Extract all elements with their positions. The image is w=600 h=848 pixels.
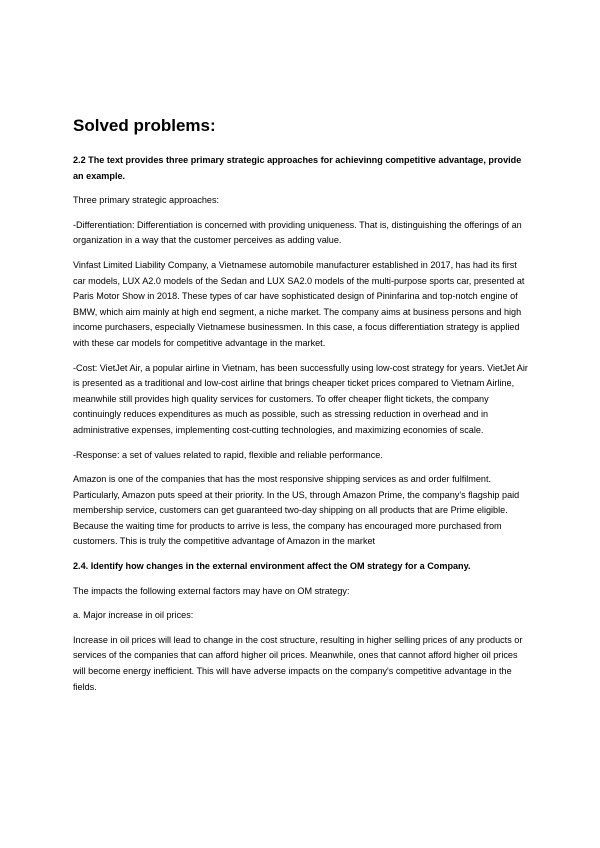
paragraph-response: -Response: a set of values related to rapid, flexible and reliable performance. bbox=[73, 449, 383, 460]
paragraph-intro-approaches: Three primary strategic approaches: bbox=[73, 195, 220, 206]
paragraph-external-impacts: The impacts the following external factors may have on OM strategy: bbox=[73, 585, 350, 596]
document-page bbox=[73, 114, 531, 704]
page-title: Solved problems: bbox=[73, 116, 216, 135]
question-2-4: 2.4. Identify how changes in the external environment affect the OM strategy for a Company. bbox=[73, 561, 471, 572]
question-2-2: 2.2 The text provides three primary strategic approaches for achievinng competitive advantage, provide an example. bbox=[73, 155, 522, 181]
paragraph-vinfast-example: Vinfast Limited Liability Company, a Vietnamese automobile manufacturer established in 2017, has had its first car models, LUX A2.0 models of the Sedan and LUX SA2.0 models of the multi-purpose sports car, presented at Paris Motor Show in 2018. These types of car have sophisticated design of Pininfarina and top-notch engine of BMW, which aim mainly at high end segment, a niche market. The company aims at business persons and high income purchasers, especially Vietnamese businessmen. In this case, a focus differentiation strategy is applied with these car models for competitive advantage in the market. bbox=[73, 259, 525, 348]
paragraph-amazon-example: Amazon is one of the companies that has the most responsive shipping services as and order fulfilment. Particularly, Amazon puts speed at their priority. In the US, through Amazon Prime, the company's flagship paid membership service, customers can get guaranteed two-day shipping on all products that are Prime eligible. Because the waiting time for products to arrive is less, the company has encouraged more purchased from customers. This is truly the competitive advantage of Amazon in the market bbox=[73, 474, 520, 547]
paragraph-oil-prices: Increase in oil prices will lead to change in the cost structure, resulting in higher selling prices of any products or services of the companies that can afford higher oil prices. Meanwhile, ones that cannot afford higher oil prices will become energy inefficient. This will have adverse impacts on the company's competitive advantage in the fields. bbox=[73, 634, 523, 692]
paragraph-cost: -Cost: VietJet Air, a popular airline in Vietnam, has been successfully using low-cost strategy for years. VietJet Air is presented as a traditional and low-cost airline that brings cheaper ticket prices compared to Vietnam Airline, meanwhile still provides high quality services for customers. To offer cheaper flight tickets, the company continuingly reduces expenditures as much as possible, such as stressing reduction in overhead and in administrative expenses, implementing cost-cutting technologies, and maximizing economies of scale. bbox=[73, 362, 528, 435]
paragraph-oil-prices-heading: a. Major increase in oil prices: bbox=[73, 610, 194, 621]
paragraph-differentiation: -Differentiation: Differentiation is concerned with providing uniqueness. That is, distinguishing the offerings of an organization in a way that the customer perceives as adding value. bbox=[73, 219, 522, 246]
